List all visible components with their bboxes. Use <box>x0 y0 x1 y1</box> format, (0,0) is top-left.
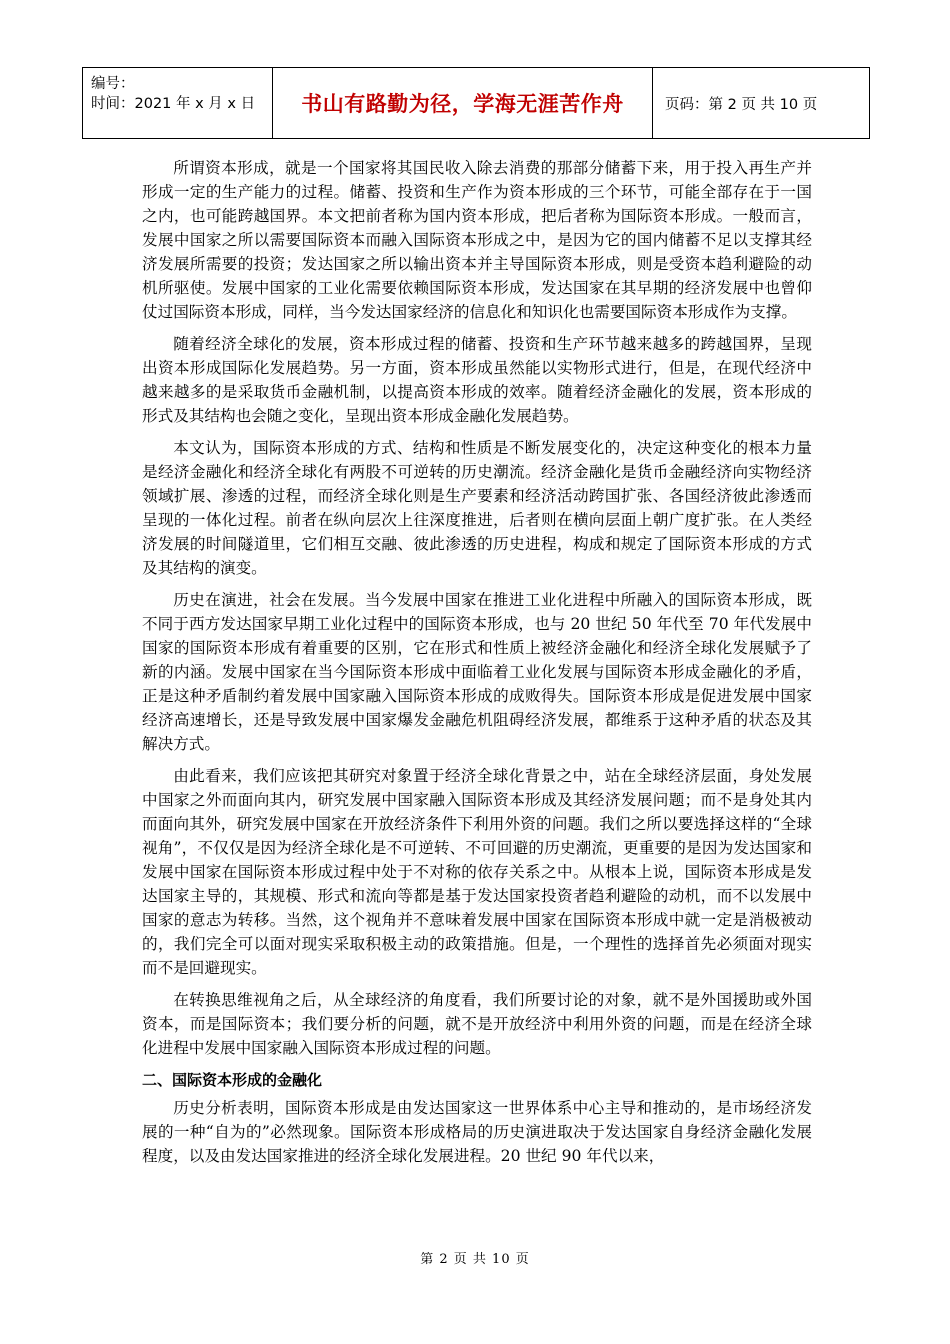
body-paragraph-5: 由此看来，我们应该把其研究对象置于经济全球化背景之中，站在全球经济层面，身处发展中国家之外而面向其内，研究发展中国家融入国际资本形成及其经济发展问题；而不是身处其内而面向其外，研究发展中国家在开放经济条件下利用外资的问题。我们之所以要选择这样的“全球视角”，不仅仅是因为经济全球化是不可逆转、不可回避的历史潮流，更重要的是因为发达国家和发展中国家在国际资本形成过程中处于不对称的依存关系之中。从根本上说，国际资本形成是发达国家主导的，其规模、形式和流向等都是基于发达国家投资者趋利避险的动机，而不以发展中国家的意志为转移。当然，这个视角并不意味着发展中国家在国际资本形成中就一定是消极被动的，我们完全可以面对现实采取积极主动的政策措施。但是，一个理性的选择首先必须面对现实而不是回避现实。 <box>142 767 812 977</box>
document-number-label: 编号： <box>91 76 135 92</box>
page-footer: 第 2 页 共 10 页 <box>420 1252 530 1267</box>
header-page-info: 页码：第 2 页 共 10 页 <box>665 96 818 113</box>
body-paragraph-6: 在转换思维视角之后，从全球经济的角度看，我们所要讨论的对象，就不是外国援助或外国资本，而是国际资本；我们要分析的问题，就不是开放经济中利用外资的问题，而是在经济全球化进程中发展中国家融入国际资本形成过程的问题。 <box>142 991 812 1057</box>
section-paragraph: 历史分析表明，国际资本形成是由发达国家这一世界体系中心主导和推动的，是市场经济发展的一种“自为的”必然现象。国际资本形成格局的历史演进取决于发达国家自身经济金融化发展程度，以及由发达国家推进的经济全球化发展进程。20 世纪 90 年代以来， <box>142 1099 812 1165</box>
page-header-table <box>82 67 870 139</box>
header-motto: 书山有路勤为径，学海无涯苦作舟 <box>301 92 624 116</box>
document-body <box>142 156 812 1176</box>
header-page-cell <box>653 68 869 138</box>
body-paragraph-4: 历史在演进，社会在发展。当今发展中国家在推进工业化进程中所融入的国际资本形成，既不同于西方发达国家早期工业化过程中的国际资本形成，也与 20 世纪 50 年代至 70 年代发展中国家的国际资本形成有着重要的区别，它在形式和性质上被经济金融化和经济全球化发展赋予了新的内涵。发展中国家在当今国际资本形成中面临着工业化发展与国际资本形成金融化的矛盾，正是这种矛盾制约着发展中国家融入国际资本形成的成败得失。国际资本形成是促进发展中国家经济高速增长，还是导致发展中国家爆发金融危机阻碍经济发展，都维系于这种矛盾的状态及其解决方式。 <box>142 591 812 753</box>
body-paragraph-1: 所谓资本形成，就是一个国家将其国民收入除去消费的那部分储蓄下来，用于投入再生产并形成一定的生产能力的过程。储蓄、投资和生产作为资本形成的三个环节，可能全部存在于一国之内，也可能跨越国界。本文把前者称为国内资本形成，把后者称为国际资本形成。一般而言，发展中国家之所以需要国际资本而融入国际资本形成之中，是因为它的国内储蓄不足以支撑其经济发展所需要的投资；发达国家之所以输出资本并主导国际资本形成，则是受资本趋利避险的动机所驱使。发展中国家的工业化需要依赖国际资本形成，发达国家在其早期的经济发展中也曾仰仗过国际资本形成，同样，当今发达国家经济的信息化和知识化也需要国际资本形成作为支撑。 <box>142 159 812 321</box>
body-paragraph-2: 随着经济全球化的发展，资本形成过程的储蓄、投资和生产环节越来越多的跨越国界，呈现出资本形成国际化发展趋势。另一方面，资本形成虽然能以实物形式进行，但是，在现代经济中越来越多的是采取货币金融机制，以提高资本形成的效率。随着经济金融化的发展，资本形成的形式及其结构也会随之变化，呈现出资本形成金融化发展趋势。 <box>142 335 812 425</box>
header-meta-cell <box>83 68 273 138</box>
document-date-label: 时间：2021 年 x 月 x 日 <box>91 96 256 112</box>
section-heading: 二、国际资本形成的金融化 <box>142 1071 323 1089</box>
body-paragraph-3: 本文认为，国际资本形成的方式、结构和性质是不断发展变化的，决定这种变化的根本力量是经济金融化和经济全球化有两股不可逆转的历史潮流。经济金融化是货币金融经济向实物经济领域扩展、渗透的过程，而经济全球化则是生产要素和经济活动跨国扩张、各国经济彼此渗透而呈现的一体化过程。前者在纵向层次上往深度推进，后者则在横向层面上朝广度扩张。在人类经济发展的时间隧道里，它们相互交融、彼此渗透的历史进程，构成和规定了国际资本形成的方式及其结构的演变。 <box>142 439 812 577</box>
header-motto-cell <box>273 68 653 138</box>
